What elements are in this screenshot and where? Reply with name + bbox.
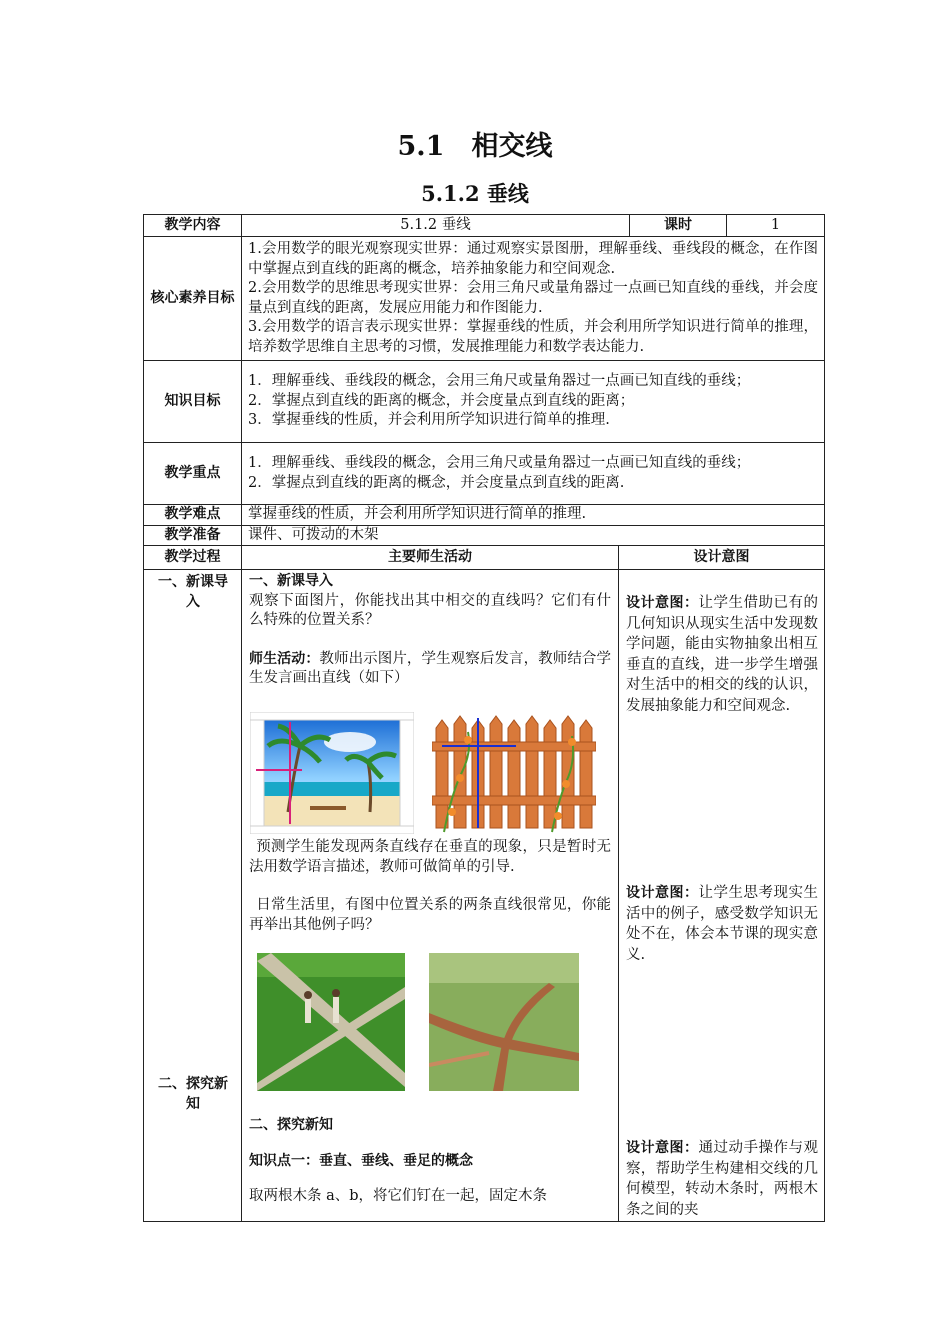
table-row bbox=[144, 525, 825, 546]
key-point-2: 2．掌握点到直线的距离的概念，并会度量点到直线的距离. bbox=[248, 474, 625, 491]
core-goal-1: 1.会用数学的眼光观察现实世界：通过观察实景图册，理解垂线、垂线段的概念，在作图中掌握点到直线的距离的概念，培养抽象能力和空间观念. bbox=[248, 241, 819, 277]
page-subtitle: 5.1.2 垂线 bbox=[421, 181, 529, 206]
knowledge-goal-3: 3．掌握垂线的性质，并会利用所学知识进行简单的推理. bbox=[248, 412, 610, 429]
core-label: 核心素养目标 bbox=[144, 237, 242, 361]
intent-2-label: 设计意图： bbox=[626, 885, 699, 901]
period-value: 1 bbox=[727, 215, 825, 237]
lesson-plan-table bbox=[143, 214, 825, 1222]
process-header-activity: 主要师生活动 bbox=[242, 546, 619, 570]
table-row bbox=[144, 361, 825, 443]
intro-question: 观察下面图片，你能找出其中相交的直线吗？它们有什么特殊的位置关系？ bbox=[249, 592, 611, 628]
period-label: 课时 bbox=[630, 215, 727, 237]
table-row bbox=[144, 443, 825, 505]
process-header-stage: 教学过程 bbox=[144, 546, 242, 570]
content-label: 教学内容 bbox=[144, 215, 242, 237]
table-row bbox=[144, 237, 825, 361]
intent-column bbox=[619, 570, 825, 1222]
key-points bbox=[242, 443, 825, 505]
knowledge-point-1: 知识点一：垂直、垂线、垂足的概念 bbox=[249, 1152, 473, 1169]
picture-row-1 bbox=[250, 712, 596, 834]
picture-row-2 bbox=[257, 953, 579, 1091]
explore-heading: 二、探究新知 bbox=[249, 1117, 333, 1133]
process-header-intent: 设计意图 bbox=[619, 546, 825, 570]
difficulty-value: 掌握垂线的性质，并会利用所学知识进行简单的推理. bbox=[242, 505, 825, 526]
teacher-activity-label: 师生活动： bbox=[249, 650, 320, 667]
intent-1 bbox=[626, 593, 818, 716]
intent-1-text: 让学生借助已有的几何知识从现实生活中发现数学问题，能由实物抽象出相互垂直的直线，进一步学生增强对生活中的相交的线的认识，发展抽象能力和空间观念. bbox=[626, 595, 818, 714]
table-row bbox=[144, 215, 825, 237]
preparation-label: 教学准备 bbox=[144, 525, 242, 546]
table-row bbox=[144, 505, 825, 526]
stage-2-label: 二、探究新知 bbox=[158, 1076, 228, 1112]
page-title: 5.1 相交线 bbox=[397, 131, 553, 162]
intro-heading: 一、新课导入 bbox=[249, 573, 333, 589]
core-goals bbox=[242, 237, 825, 361]
content-value: 5.1.2 垂线 bbox=[242, 215, 630, 237]
table-row bbox=[144, 546, 825, 570]
table-row bbox=[144, 570, 825, 1222]
knowledge-goals bbox=[242, 361, 825, 443]
daily-life-question: 日常生活里，有图中位置关系的两条直线很常见，你能再举出其他例子吗？ bbox=[249, 897, 611, 933]
difficulty-label: 教学难点 bbox=[144, 505, 242, 526]
teacher-activity-text: 教师出示图片，学生观察后发言，教师结合学生发言画出直线（如下） bbox=[249, 650, 612, 686]
core-goal-3: 3.会用数学的语言表示现实世界：掌握垂线的性质，并会利用所学知识进行简单的推理，培养数学思维自主思考的习惯，发展推理能力和数学表达能力. bbox=[248, 319, 819, 355]
intent-1-label: 设计意图： bbox=[626, 595, 699, 611]
teacher-activity bbox=[249, 650, 611, 689]
activity-column bbox=[242, 570, 619, 1222]
fence-picture bbox=[432, 712, 596, 834]
key-points-label: 教学重点 bbox=[144, 443, 242, 505]
knowledge-label: 知识目标 bbox=[144, 361, 242, 443]
stage-column bbox=[144, 570, 242, 1222]
intent-2 bbox=[626, 883, 818, 965]
intent-3-text: 通过动手操作与观察，帮助学生构建相交线的几何模型，转动木条时，两根木条之间的夹 bbox=[626, 1140, 818, 1218]
field-road-picture bbox=[429, 953, 579, 1091]
intent-3-label: 设计意图： bbox=[626, 1140, 699, 1156]
intent-3 bbox=[626, 1138, 818, 1220]
intent-2-text: 让学生思考现实生活中的例子，感受数学知识无处不在，体会本节课的现实意义. bbox=[626, 885, 818, 963]
wood-strip-text: 取两根木条 a、b，将它们钉在一起，固定木条 bbox=[249, 1188, 548, 1204]
knowledge-goal-1: 1．理解垂线、垂线段的概念，会用三角尺或量角器过一点画已知直线的垂线； bbox=[248, 373, 751, 390]
core-goal-2: 2.会用数学的思维思考现实世界：会用三角尺或量角器过一点画已知直线的垂线，并会度量点到直线的距离，发展应用能力和作图能力. bbox=[248, 280, 819, 316]
preparation-value: 课件、可拨动的木架 bbox=[242, 525, 825, 546]
window-beach-picture bbox=[250, 712, 414, 834]
knowledge-goal-2: 2．掌握点到直线的距离的概念，并会度量点到直线的距离； bbox=[248, 392, 635, 409]
stage-1-label: 一、新课导入 bbox=[158, 574, 228, 610]
grass-crossing-picture bbox=[257, 953, 405, 1091]
prediction-text: 预测学生能发现两条直线存在垂直的现象，只是暂时无法用数学语言描述，教师可做简单的引导. bbox=[249, 839, 611, 875]
key-point-1: 1．理解垂线、垂线段的概念，会用三角尺或量角器过一点画已知直线的垂线； bbox=[248, 455, 751, 471]
